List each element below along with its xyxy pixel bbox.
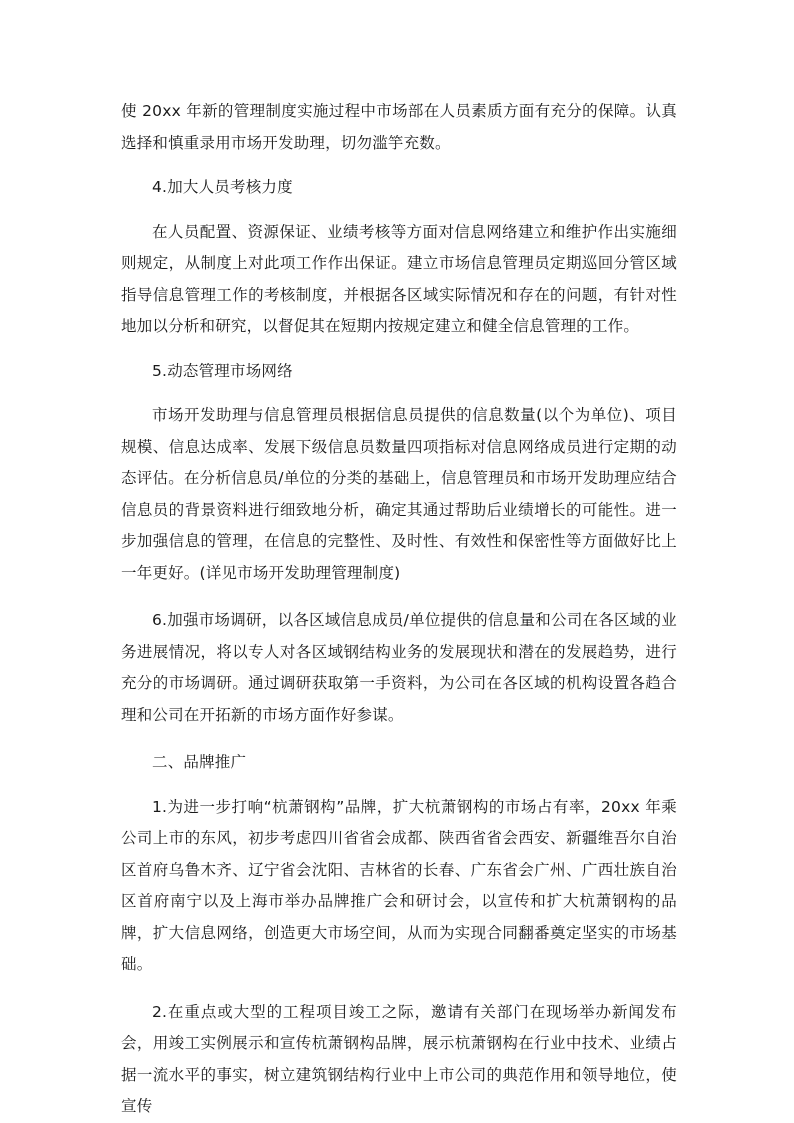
- paragraph-brand-2: 2.在重点或大型的工程项目竣工之际，邀请有关部门在现场举办新闻发布会，用竣工实例展示和宣传杭萧钢构品牌，展示杭萧钢构在行业中技术、业绩占据一流水平的事实，树立建筑钢结构行业中上市公司的典范作用和领导地位，使宣传: [121, 1002, 677, 1115]
- heading-brand-promotion: 二、品牌推广: [152, 753, 247, 771]
- paragraph-6-market-research: 6.加强市场调研，以各区域信息成员/单位提供的信息量和公司在各区域的业务进展情况，将以专人对各区域钢结构业务的发展现状和潜在的发展趋势，进行充分的市场调研。通过调研获取第一手资料，为公司在各区域的机构设置各趋合理和公司在开拓新的市场方面作好参谋。: [121, 611, 677, 724]
- paragraph-network-management: 市场开发助理与信息管理员根据信息员提供的信息数量(以个为单位)、项目规模、信息达成率、发展下级信息员数量四项指标对信息网络成员进行定期的动态评估。在分析信息员/单位的分类的基础上，信息管理员和市场开发助理应结合信息员的背景资料进行细致地分析，确定其通过帮助后业绩增长的可能性。进一步加强信息的管理，在信息的完整性、及时性、有效性和保密性等方面做好比上一年更好。(详见市场开发助理管理制度): [121, 406, 677, 582]
- paragraph-staff-assessment: 在人员配置、资源保证、业绩考核等方面对信息网络建立和维护作出实施细则规定，从制度上对此项工作作出保证。建立市场信息管理员定期巡回分管区域指导信息管理工作的考核制度，并根据各区域实际情况和存在的问题，有针对性地加以分析和研究，以督促其在短期内按规定建立和健全信息管理的工作。: [121, 222, 677, 335]
- heading-4-staff-assessment: 4.加大人员考核力度: [152, 178, 293, 196]
- paragraph-brand-1: 1.为进一步打响“杭萧钢构”品牌，扩大杭萧钢构的市场占有率，20xx 年乘公司上市的东风，初步考虑四川省省会成都、陕西省省会西安、新疆维吾尔自治区首府乌鲁木齐、辽宁省会沈阳、吉林省的长春、广东省会广州、广西壮族自治区首府南宁以及上海市举办品牌推广会和研讨会，以宣传和扩大杭萧钢构的品牌，扩大信息网络，创造更大市场空间，从而为实现合同翻番奠定坚实的市场基础。: [121, 797, 677, 973]
- paragraph-continuation: 使 20xx 年新的管理制度实施过程中市场部在人员素质方面有充分的保障。认真选择和慎重录用市场开发助理，切勿滥竽充数。: [121, 102, 677, 152]
- heading-5-network-management: 5.动态管理市场网络: [152, 361, 293, 380]
- document-body: [121, 96, 677, 1123]
